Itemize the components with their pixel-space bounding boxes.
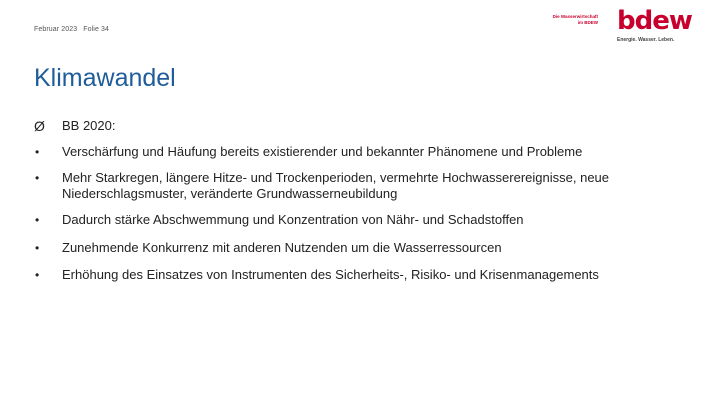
slide-meta — [34, 26, 109, 33]
list-item-text: Erhöhung des Einsatzes von Instrumenten des Sicherheits-, Risiko- und Krisenmanagements — [62, 267, 599, 282]
bullet-icon: • — [35, 213, 40, 227]
list-item — [34, 212, 694, 228]
list-item — [34, 170, 694, 202]
list-item — [34, 118, 694, 134]
tagline-line-1: Die Wasserwirtschaft — [552, 14, 598, 19]
list-item — [34, 144, 694, 160]
list-item-text: Mehr Starkregen, längere Hitze- und Trockenperioden, vermehrte Hochwasserereignisse, neue Niederschlagsmuster, veränderte Grundwasserneubildung — [62, 170, 610, 201]
logo-wordmark: bdew — [617, 6, 692, 36]
bullet-icon: • — [35, 268, 40, 282]
logo-slogan: Energie. Wasser. Leben. — [617, 37, 675, 43]
bullet-icon: • — [35, 241, 40, 255]
list-item-text: BB 2020: — [62, 118, 116, 133]
slide-number: Folie 34 — [83, 26, 109, 33]
list-item — [34, 240, 694, 256]
arrow-bullet-icon: Ø — [34, 118, 45, 134]
page-title: Klimawandel — [34, 64, 176, 92]
bullet-icon: • — [35, 171, 40, 185]
list-item — [34, 267, 694, 283]
slide-date: Februar 2023 — [34, 26, 78, 33]
tagline — [553, 14, 598, 25]
list-item-text: Verschärfung und Häufung bereits existierender und bekannter Phänomene und Probleme — [62, 144, 583, 159]
list-item-text: Zunehmende Konkurrenz mit anderen Nutzenden um die Wasserressourcen — [62, 240, 502, 255]
bullet-icon: • — [35, 145, 40, 159]
list-item-text: Dadurch stärke Abschwemmung und Konzentration von Nähr- und Schadstoffen — [62, 212, 524, 227]
bdew-logo — [617, 6, 692, 43]
bullet-list — [34, 118, 694, 294]
tagline-line-2: im BDEW — [577, 19, 598, 25]
